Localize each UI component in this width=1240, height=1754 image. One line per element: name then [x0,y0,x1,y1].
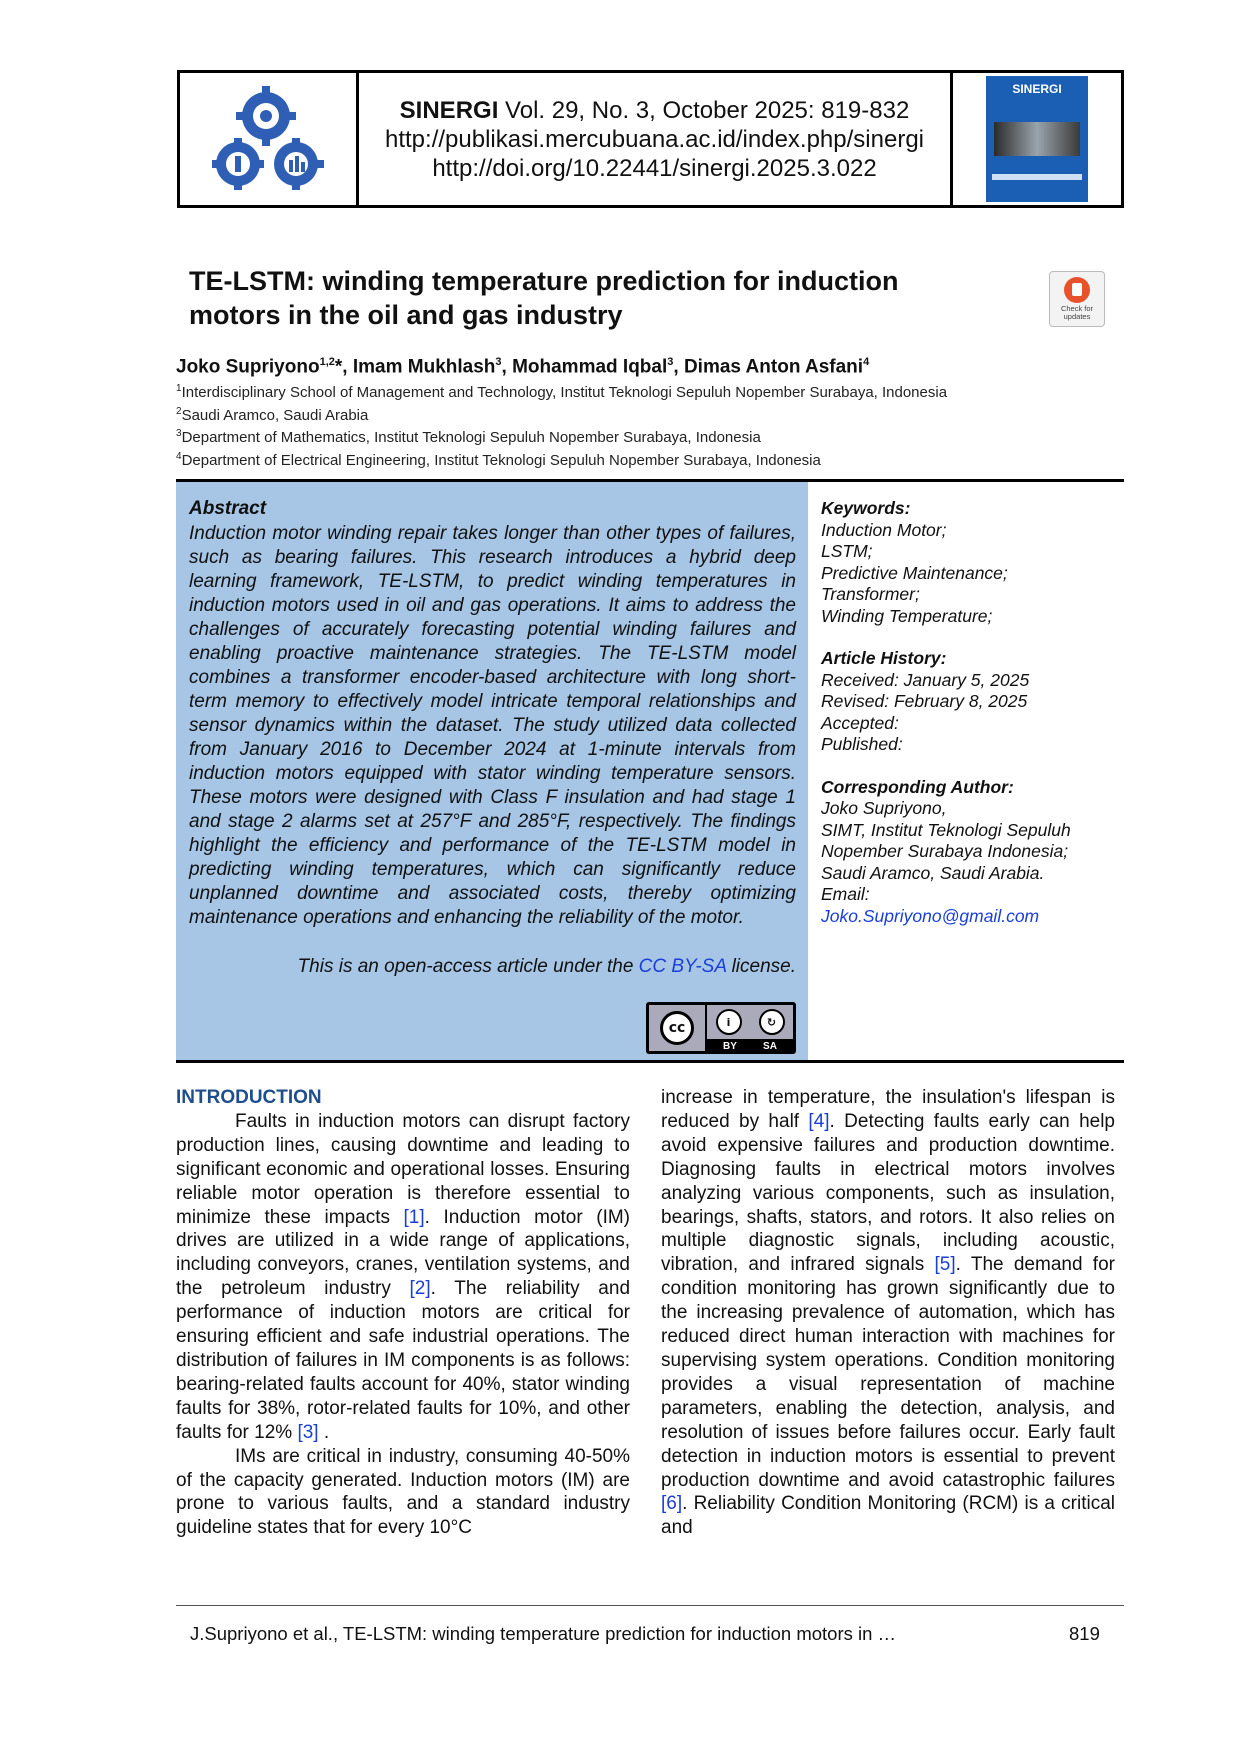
paragraph: increase in temperature, the insulation's lifespan is reduced by half [4]. Detecting faults early can help avoid expensive failures and production downtime. Diagnosing faults in electrical motors involves analyzing various components, such as insulation, bearings, shafts, stators, and rotors. It also relies on multiple diagnostic signals, including acoustic, vibration, and infrared signals [5]. The demand for condition monitoring has grown significantly due to the increasing prevalence of automation, which has reduced direct human interaction with machines for supervising system operations. Condition monitoring provides a visual representation of machine parameters, enabling the detection, analysis, and resolution of issues before failures occur. Early fault detection in induction motors is essential to prevent production downtime and avoid catastrophic failures [6]. Reliability Condition Monitoring (RCM) is a critical and [661,1087,1115,1539]
body-column-right [661,1086,1115,1540]
cover-title: SINERGI [1012,82,1062,96]
keyword: LSTM; [821,541,873,561]
corresponding-mark: * [334,356,343,378]
article-sidebar [808,482,1124,1060]
abstract-panel [176,482,808,1060]
corresponding-line: Nopember Surabaya Indonesia; [821,841,1069,861]
journal-header [177,70,1124,208]
corresponding-line: Email: [821,884,870,904]
abstract-heading: Abstract [189,498,267,519]
corresponding-line: Joko Supriyono, [821,798,947,818]
gears-logo-icon [180,73,359,205]
abstract-text: Induction motor winding repair takes longer than other types of failures, such as bearing failures. This research introduces a hybrid deep learning framework, TE-LSTM, to predict winding temperatures in induction motors used in oil and gas operations. It aims to address the challenges of accurately forecasting potential winding failures and enabling proactive maintenance strategies. The TE-LSTM model combines a transformer encoder-based architecture with long short-term memory to effectively model intricate temporal relationships and sensor dynamics within the dataset. The study utilized data collected from January 2016 to December 2024 at 1-minute intervals from induction motors equipped with stator winding temperature sensors. These motors were designed with Class F insulation and had stage 1 and stage 2 alarms set at 257°F and 285°F, respectively. The findings highlight the efficiency and performance of the TE-LSTM model in predicting winding temperatures, which can significantly reduce unplanned downtime and associated costs, thereby optimizing maintenance operations and enhancing the reliability of the motor. [189,523,796,928]
check-updates-label: Check for updates [1060,304,1094,321]
history-item: Received: January 5, 2025 [821,669,1030,690]
by-person-icon: i [716,1009,742,1035]
journal-doi[interactable]: http://doi.org/10.22441/sinergi.2025.3.022 [432,154,877,182]
email-link[interactable]: Joko.Supriyono@gmail.com [821,905,1040,926]
title-line-2: motors in the oil and gas industry [189,300,623,330]
keyword: Winding Temperature; [821,605,993,626]
sa-label: SA [763,1041,777,1052]
abstract-block [176,479,1124,1063]
keyword: Induction Motor; [821,519,947,540]
author-name: Imam Mukhlash [352,356,496,378]
running-footer: J.Supriyono et al., TE-LSTM: winding temperature prediction for induction motors in … [190,1623,897,1644]
affiliation: $^1$Interdisciplinary School of Management and Technology, Institut Teknologi Sepuluh Nopember Surabaya, Indonesia [176,383,948,401]
journal-name: SINERGI [399,96,499,124]
check-for-updates-icon[interactable] [1049,271,1105,327]
license-note [189,956,796,978]
by-label: BY [723,1041,737,1052]
history-item: Revised: February 8, 2025 [821,691,1028,711]
author-sup: 3 [495,356,502,368]
history-heading: Article History: [821,648,947,668]
author-sup: 3 [667,356,674,368]
journal-cover-image [986,76,1088,202]
history-item: Accepted: [821,712,899,733]
license-prefix: This is an open-access article under the [297,956,639,977]
section-heading: INTRODUCTION [176,1087,322,1108]
history-item: Published: [821,734,903,754]
title-line-1: TE-LSTM: winding temperature prediction for induction [189,266,899,296]
keyword: Transformer; [821,584,920,604]
citation-link[interactable]: [3] [297,1421,319,1443]
affiliation: $^3$Department of Mathematics, Institut Teknologi Sepuluh Nopember Surabaya, Indonesia [176,428,761,446]
journal-info [359,73,953,205]
affiliations [176,380,947,470]
author-name: Joko Supriyono [176,356,320,378]
corresponding-line: Saudi Aramco, Saudi Arabia. [821,862,1045,883]
cc-icon: cc [660,1011,694,1045]
journal-cover [953,73,1121,205]
body-column-left [176,1086,630,1540]
keyword: Predictive Maintenance; [821,562,1008,583]
share-alike-icon: ↻ [759,1009,785,1035]
author-name: Mohammad Iqbal [512,356,668,378]
keywords-heading: Keywords: [821,498,911,518]
author-list: Joko Supriyono$^{1,2}$*, Imam Mukhlash$^3$, Mohammad Iqbal$^3$, Dimas Anton Asfani$^4$ [176,356,870,378]
license-link[interactable]: CC BY-SA [638,956,727,977]
author-name: Dimas Anton Asfani [683,356,864,378]
author-sup: 1,2 [319,356,335,368]
paragraph: IMs are critical in industry, consuming 40-50% of the capacity generated. Induction motors (IM) are prone to various faults, and a standard industry guideline states that for every 10°C [176,1445,630,1539]
journal-volume: Vol. 29, No. 3, October 2025: 819-832 [505,96,910,124]
corresponding-heading: Corresponding Author: [821,776,1014,797]
citation-link[interactable]: [2] [409,1278,431,1300]
affiliation: $^4$Department of Electrical Engineering, Institut Teknologi Sepuluh Nopember Surabaya, Indonesia [176,450,821,469]
citation-link[interactable]: [4] [808,1110,830,1132]
paragraph: Faults in induction motors can disrupt factory production lines, causing downtime and leading to significant economic and operational losses. Ensuring reliable motor operation is therefore essential to minimize these impacts [1]. Induction motor (IM) drives are utilized in a wide range of applications, including conveyors, cranes, ventilation systems, and the petroleum industry [2]. The reliability and performance of induction motors are critical for ensuring efficient and safe industrial operations. The distribution of failures in IM components is as follows: bearing-related faults account for 40%, stator winding faults for 38%, rotor-related faults for 10%, and other faults for 12% [3] . [176,1110,631,1443]
citation-link[interactable]: [1] [403,1206,425,1228]
page-number: 819 [1069,1623,1100,1644]
author-sup: 4 [863,356,870,368]
paper-title [189,264,989,332]
cc-by-sa-icon[interactable] [646,1002,796,1054]
license-suffix: license. [726,956,796,977]
affiliation: $^2$Saudi Aramco, Saudi Arabia [176,405,369,424]
corresponding-line: SIMT, Institut Teknologi Sepuluh [821,819,1071,840]
citation-link[interactable]: [6] [661,1493,683,1515]
journal-url[interactable]: http://publikasi.mercubuana.ac.id/index.php/sinergi [385,125,924,153]
citation-link[interactable]: [5] [934,1254,956,1276]
footer-divider [176,1605,1124,1606]
